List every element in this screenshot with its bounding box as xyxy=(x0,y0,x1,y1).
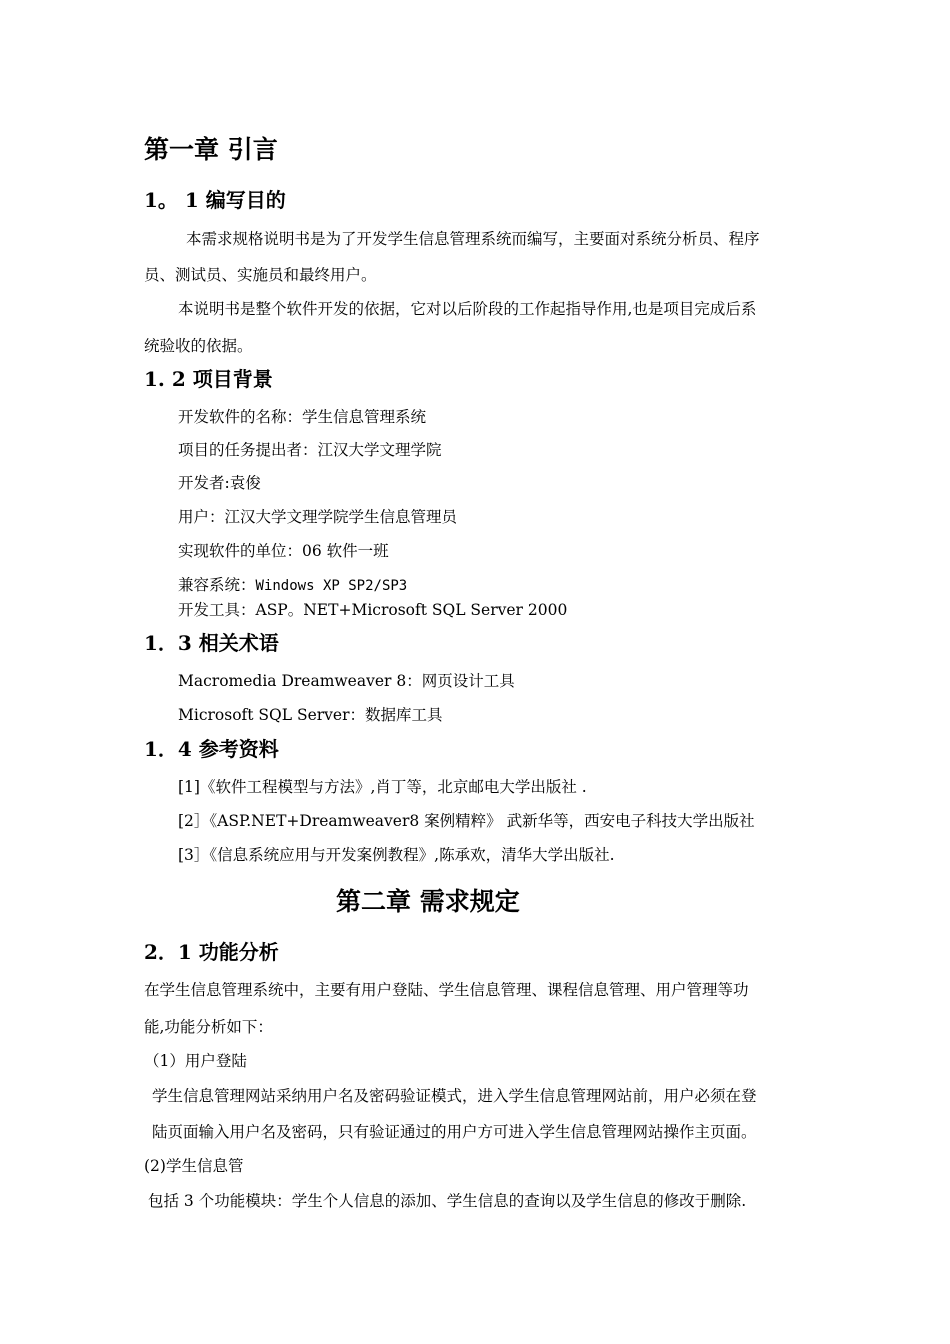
background-item: 开发软件的名称：学生信息管理系统 xyxy=(178,408,427,426)
function-intro-line-1: 在学生信息管理系统中，主要有用户登陆、学生信息管理、课程信息管理、用户管理等功 xyxy=(144,981,749,999)
function-item-2-title: (2)学生信息管 xyxy=(144,1157,244,1175)
section-2-1-heading: 2．1 功能分析 xyxy=(144,940,279,964)
section-1-1-paragraph-2-line-1: 本说明书是整个软件开发的依据，它对以后阶段的工作起指导作用,也是项目完成后系 xyxy=(178,300,757,318)
compat-label: 兼容系统： xyxy=(178,576,256,594)
term-item: Microsoft SQL Server：数据库工具 xyxy=(178,706,443,724)
function-item-1-line-2: 陆页面输入用户名及密码，只有验证通过的用户方可进入学生信息管理网站操作主页面。 xyxy=(152,1123,757,1141)
chapter-2-title: 第二章 需求规定 xyxy=(336,887,520,916)
function-item-1-line-1: 学生信息管理网站采纳用户名及密码验证模式，进入学生信息管理网站前，用户必须在登 xyxy=(152,1087,757,1105)
background-item: 开发者:袁俊 xyxy=(178,474,261,492)
section-1-4-heading: 1．4 参考资料 xyxy=(144,737,279,761)
reference-item: [1]《软件工程模型与方法》,肖丁等，北京邮电大学出版社 . xyxy=(178,778,587,796)
reference-item: [2］《ASP.NET+Dreamweaver8 案例精粹》 武新华等，西安电子科技大学出版社 xyxy=(178,812,755,830)
term-item: Macromedia Dreamweaver 8：网页设计工具 xyxy=(178,672,515,690)
dev-tools-line: 开发工具：ASP。NET+Microsoft SQL Server 2000 xyxy=(178,601,568,619)
section-1-1-paragraph-1-line-2: 员、测试员、实施员和最终用户。 xyxy=(144,266,377,284)
background-item: 项目的任务提出者：江汉大学文理学院 xyxy=(178,441,442,459)
function-intro-line-2: 能,功能分析如下： xyxy=(144,1018,273,1036)
section-1-1-heading: 1。 1 编写目的 xyxy=(144,188,286,212)
function-item-1-title: （1）用户登陆 xyxy=(144,1052,247,1070)
reference-item: [3］《信息系统应用与开发案例教程》,陈承欢，清华大学出版社. xyxy=(178,846,615,864)
function-item-2-line-1: 包括 3 个功能模块：学生个人信息的添加、学生信息的查询以及学生信息的修改于删除. xyxy=(148,1192,747,1210)
section-1-1-paragraph-2-line-2: 统验收的依据。 xyxy=(144,337,253,355)
background-item: 用户：江汉大学文理学院学生信息管理员 xyxy=(178,508,458,526)
compat-value: Windows XP SP2/SP3 xyxy=(255,578,408,594)
background-item: 实现软件的单位：06 软件一班 xyxy=(178,542,389,560)
section-1-2-heading: 1. 2 项目背景 xyxy=(144,367,273,391)
compat-system-line xyxy=(178,575,407,596)
section-1-3-heading: 1．3 相关术语 xyxy=(144,631,279,655)
section-1-1-paragraph-1-line-1: 本需求规格说明书是为了开发学生信息管理系统而编写，主要面对系统分析员、程序 xyxy=(186,230,760,248)
chapter-1-title: 第一章 引言 xyxy=(144,135,278,164)
